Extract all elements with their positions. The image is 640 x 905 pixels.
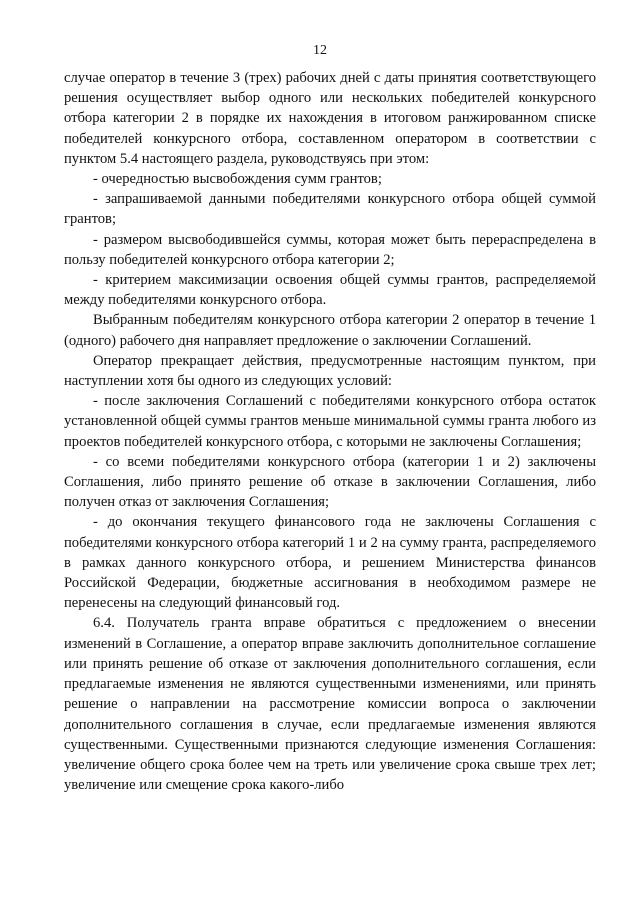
list-item-remaining-sum: - после заключения Соглашений с победителями конкурсного отбора остаток установленной общей суммы грантов меньше минимальной суммы гранта любого из проектов победителей конкурсного отбора, с которыми не заключены Соглашения; bbox=[64, 393, 596, 450]
paragraph-operator-stops: Оператор прекращает действия, предусмотренные настоящим пунктом, при наступлении хотя бы одного из следующих условий: bbox=[64, 352, 596, 390]
list-item-maximization-criterion: - критерием максимизации освоения общей суммы грантов, распределяемой между победителями конкурсного отбора. bbox=[64, 272, 596, 309]
paragraph-selected-winners: Выбранным победителям конкурсного отбора категории 2 оператор в течение 1 (одного) рабочего дня направляет предложение о заключении Соглашений. bbox=[64, 312, 596, 349]
paragraph-continuation: случае оператор в течение 3 (трех) рабочих дней с даты принятия соответствующего решения осуществляет выбор одного или нескольких победителей конкурсного отбора категории 2 в порядке их нахождения в итоговом ранжированном списке победителей конкурсного отбора, составленном оператором в соответствии с пунктом 5.4 настоящего раздела, руководствуясь при этом: bbox=[64, 70, 596, 167]
list-item-all-agreements: - со всеми победителями конкурсного отбора (категории 1 и 2) заключены Соглашения, либо принято решение об отказе в заключении Соглашения, либо получен отказ от заключения Соглашения; bbox=[64, 453, 596, 511]
document-body bbox=[64, 68, 596, 795]
list-item-released-amount: - размером высвободившейся суммы, которая может быть перераспределена в пользу победителей конкурсного отбора категории 2; bbox=[64, 231, 596, 268]
page-number: 12 bbox=[313, 43, 327, 58]
list-item-year-end: - до окончания текущего финансового года не заключены Соглашения с победителями конкурсного отбора категорий 1 и 2 на сумму гранта, распределяемого в рамках данного конкурсного отбора, и решением Министерства финансов Российской Федерации, бюджетные ассигнования в необходимом размере не перенесены на следующий финансовый год. bbox=[64, 514, 596, 612]
list-item-requested-sum: - запрашиваемой данными победителями конкурсного отбора общей суммой грантов; bbox=[64, 191, 596, 228]
paragraph-section-6-4: 6.4. Получатель гранта вправе обратиться с предложением о внесении изменений в Соглашение, а оператор вправе заключить дополнительное соглашение или принять решение об отказе от заключения дополнительного соглашения, если предлагаемые изменения не являются существенными изменениями, или принять решение о направлении на рассмотрение комиссии вопроса о заключении дополнительного соглашения в случае, если предлагаемые изменения являются существенными. Существенными признаются следующие изменения Соглашения: увеличение общего срока более чем на треть или увеличение срока свыше трех лет; увеличение или смещение срока какого-либо bbox=[64, 615, 596, 794]
list-item-release-order: - очередностью высвобождения сумм грантов; bbox=[93, 171, 382, 188]
